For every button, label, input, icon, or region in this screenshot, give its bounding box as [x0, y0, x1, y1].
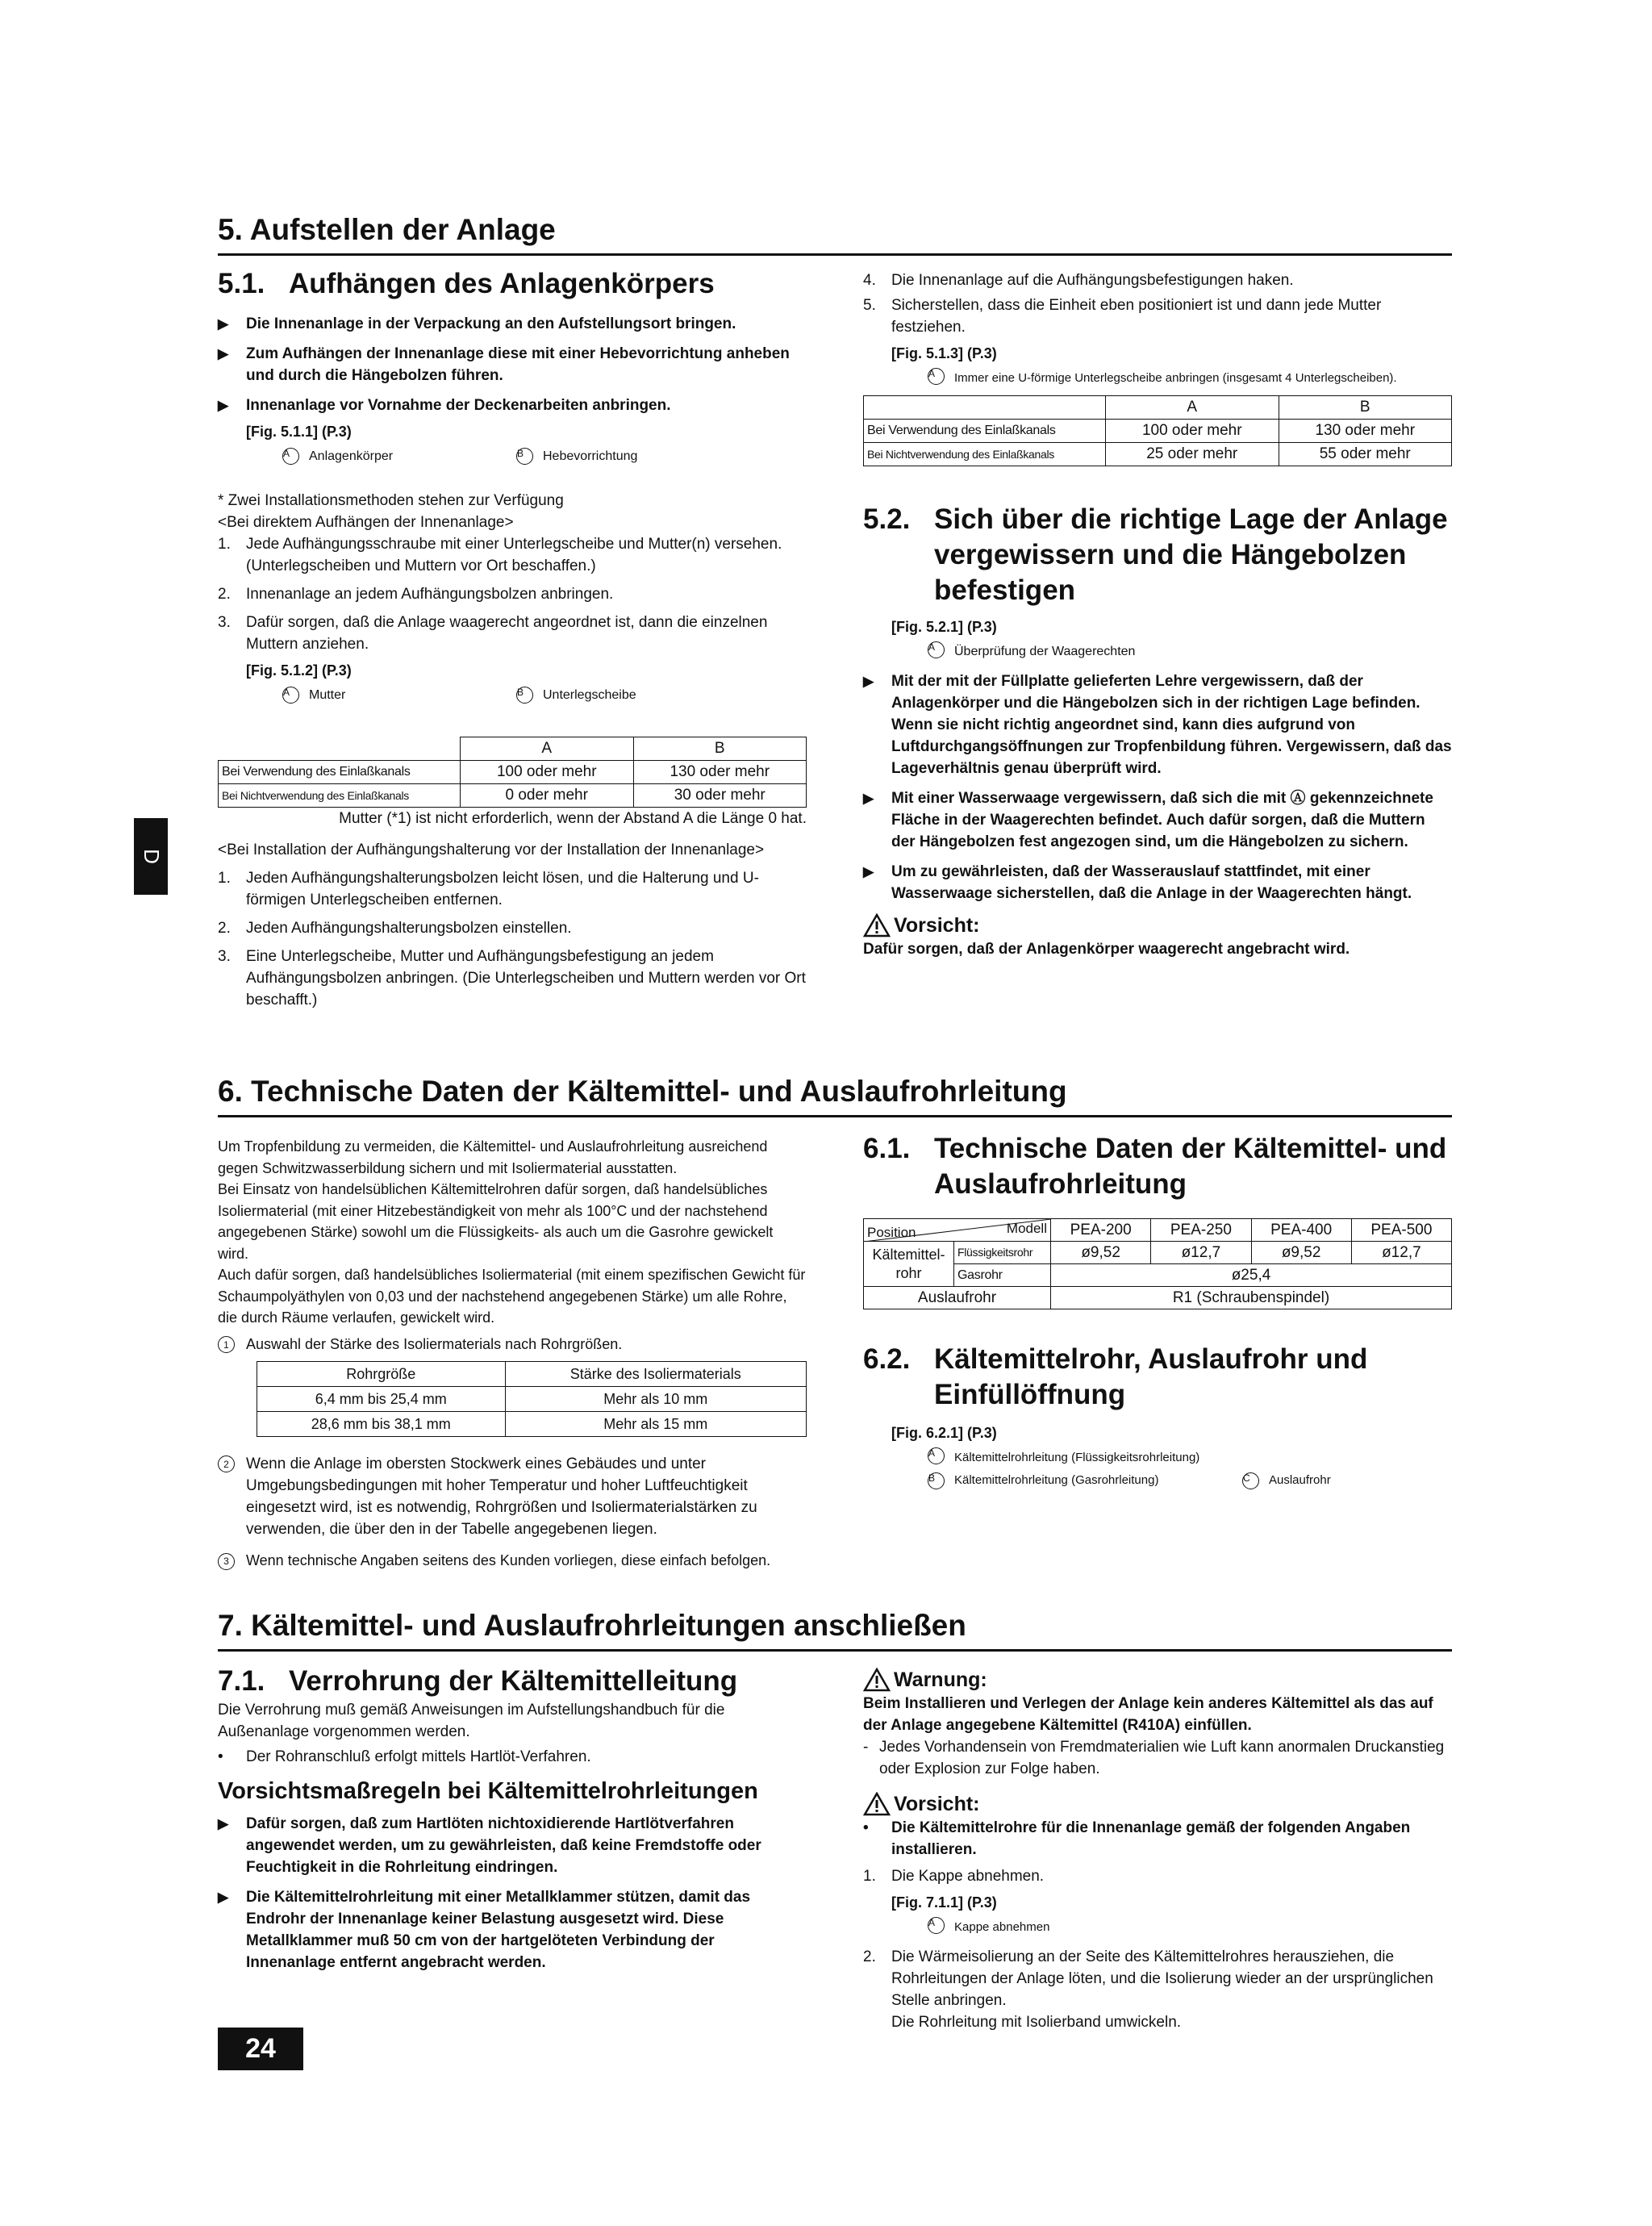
- note-text: * Zwei Installationsmethoden stehen zur Verfügung: [218, 492, 564, 509]
- section-5-2-heading: 5.2. Sich über die richtige Lage der Anlage vergewissern und die Hängebolzen befestigen: [863, 503, 1448, 606]
- figure-ref: [Fig. 7.1.1] (P.3): [891, 1894, 997, 1911]
- step-text: Die Rohrleitung mit Isolierband umwickeln.: [891, 2014, 1182, 2031]
- arrow-icon: ▶: [218, 1816, 229, 1831]
- intro-text: Bei Einsatz von handelsüblichen Kältemittelrohren dafür sorgen, daß handelsübliches Isoliermaterial (mit einer Hitzebeständigkeit von mehr als 100°C und der nachstehend angegebenen Stärke) sowohl um die Flüssigkeits- als auch um die Gasrohre gewickelt wird.: [218, 1181, 774, 1262]
- right-column-7: Warnung: Beim Installieren und Verlegen der Anlage kein anderes Kältemittel als das auf der Anlage angegebene Kältemittel (R410A) einfüllen. - Jedes Vorhandensein von Fremdmaterialien wie Luft kann anormalen Druckanstieg oder Explosion zur Folge haben. Vorsicht: • Die Kältemittelrohre für die Innenanlage gemäß der folgenden Angaben installieren. 1. Die Kappe abnehmen. [Fig. 7.1.1] (P.3) A Kappe abnehmen 2. Die Wärmeisolierung an der Seite des Kältemittelrohres herausziehen, die Rohrleitungen der Anlage löten, und die Isolierung wieder an der ursprünglichen Stelle anbringen. Die Rohrleitung mit Isolierband umwickeln.: [863, 1667, 1452, 2033]
- arrow-icon: ▶: [218, 316, 229, 332]
- figure-ref: [Fig. 5.1.1] (P.3): [246, 424, 352, 440]
- section-6-1-heading: 6.1. Technische Daten der Kältemittel- und Auslaufrohrleitung: [863, 1133, 1447, 1200]
- body-text: Die Verrohrung muß gemäß Anweisungen im Aufstellungshandbuch für die Außenanlage vorgenommen werden.: [218, 1702, 725, 1740]
- insulation-table: Rohrgröße Stärke des Isoliermaterials 6,4 mm bis 25,4 mm Mehr als 10 mm 28,6 mm bis 38,1 mm Mehr als 15 mm: [257, 1361, 807, 1437]
- left-column-5: 5.1. Aufhängen des Anlagenkörpers ▶ Die Innenanlage in der Verpackung an den Aufstellungsort bringen. ▶ Zum Aufhängen der Innenanlage diese mit einer Hebevorrichtung anheben und durch die Hängebolzen führen. ▶ Innenanlage vor Vornahme der Deckenarbeiten anbringen. [Fig. 5.1.1] (P.3) A Anlagenkörper B Hebevorrichtung * Zwei Installationsmethoden stehen zur Verfügung <Bei direktem Aufhängen der Innenanlage> 1. Jede Aufhängungsschraube mit einer Unterlegscheibe und Mutter(n) versehen. (Unterlegscheiben und Muttern vor Ort beschaffen.) 2. Innenanlage an jedem Aufhängungsbolzen anbringen. 3. Dafür sorgen, daß die Anlage waagerecht angeordnet ist, dann die einzelnen Muttern anziehen. [Fig. 5.1.2] (P.3) A Mutter B Unterlegscheibe A B Bei Verwendung des Einlaßkanals 100 oder mehr 130 oder mehr Bei Nichtverwendung des Einlaßkanals 0 oder mehr 30 oder mehr Mutter (*1) ist nicht erforderlich, wenn der Abstand A die Länge 0 hat. <Bei Installation der Aufhängungshalterung vor der Installation der Innenanlage> 1. Jeden Aufhängungshalterungsbolzen leicht lösen, und die Halterung und U-förmigen Unterlegscheiben entfernen. 2. Jeden Aufhängungshalterungsbolzen einstellen. 3. Eine Unterlegscheibe, Mutter und Aufhängungsbefestigung an jedem Aufhängungsbolzen anbringen. (Die Unterlegscheiben und Muttern werden vor Ort beschafft.): [218, 266, 807, 1017]
- step-text: Die Kappe abnehmen.: [891, 1868, 1045, 1885]
- numbered-note: Auswahl der Stärke des Isoliermaterials nach Rohrgrößen.: [246, 1335, 623, 1352]
- step-text: Die Innenanlage auf die Aufhängungsbefestigungen haken.: [891, 272, 1294, 289]
- bullet-text: Die Innenanlage in der Verpackung an den Aufstellungsort bringen.: [246, 315, 736, 332]
- warning-triangle-icon: [863, 1792, 891, 1816]
- figure-legend: A Anlagenkörper B Hebevorrichtung: [218, 446, 807, 467]
- left-column-7: 7.1. Verrohrung der Kältemittelleitung Die Verrohrung muß gemäß Anweisungen im Aufstellungshandbuch für die Außenanlage vorgenommen werden. • Der Rohranschluß erfolgt mittels Hartlöt-Verfahren. Vorsichtsmaßregeln bei Kältemittelrohrleitungen ▶ Dafür sorgen, daß zum Hartlöten nichtoxidierende Hartlötverfahren angewendet werden, um zu gewährleisten, daß keine Fremdstoffe oder Feuchtigkeit in die Rohrleitung eindringen. ▶ Die Kältemittelrohrleitung mit einer Metallklammer stützen, damit das Endrohr der Innenanlage keiner Belastung ausgesetzt wird. Diese Metallklammer muß 50 cm von der hartgelöteten Verbindung der Innenanlage entfernt angebracht werden.: [218, 1664, 807, 1982]
- bullet-text: Mit einer Wasserwaage vergewissern, daß sich die mit Ⓐ gekennzeichnete Fläche in der Waagerechten befindet. Auch dafür sorgen, daß die Muttern der Hängebolzen fest angezogen sind, um die Hängebolzen zu sichern.: [891, 790, 1433, 850]
- right-column-6: [863, 1131, 1452, 1491]
- caution-text: Die Kältemittelrohre für die Innenanlage gemäß der folgenden Angaben installieren.: [891, 1819, 1411, 1858]
- intro-text: Auch dafür sorgen, daß handelsübliches Isoliermaterial (mit einem spezifischen Gewicht für Schaumpolyäthylen von 0,03 und der nachstehend angegebenen Stärke) um alle Rohre, die durch Räume verlaufen, gewickelt wird.: [218, 1267, 806, 1326]
- step-text: Innenanlage an jedem Aufhängungsbolzen anbringen.: [246, 586, 614, 603]
- bullet-text: Die Kältemittelrohrleitung mit einer Metallklammer stützen, damit das Endrohr der Innenanlage keiner Belastung ausgesetzt wird. Diese Metallklammer muß 50 cm von der hartgelöteten Verbindung der Innenanlage entfernt angebracht werden.: [246, 1889, 751, 1971]
- numbered-note: Wenn die Anlage im obersten Stockwerk eines Gebäudes und unter Umgebungsbedingungen mit hoher Temperatur und hoher Luftfeuchtigkeit eingesetzt wird, ist es notwendig, Rohrgrößen und Isoliermaterialstärken zu verwenden, die über den in der Tabelle angegebenen liegen.: [246, 1455, 757, 1538]
- figure-ref: [Fig. 5.2.1] (P.3): [891, 619, 997, 635]
- step-text: Eine Unterlegscheibe, Mutter und Aufhängungsbefestigung an jedem Aufhängungsbolzen anbringen. (Die Unterlegscheiben und Muttern werden vor Ort beschafft.): [246, 948, 806, 1009]
- arrow-icon: ▶: [863, 674, 874, 689]
- numbered-note: Wenn technische Angaben seitens des Kunden vorliegen, diese einfach befolgen.: [246, 1552, 771, 1568]
- figure-legend: B Kältemittelrohrleitung (Gasrohrleitung) C Auslaufrohr: [863, 1470, 1452, 1491]
- step-text: Die Wärmeisolierung an der Seite des Kältemittelrohres herausziehen, die Rohrleitungen der Anlage löten, und die Isolierung wieder an der ursprünglichen Stelle anbringen.: [891, 1948, 1433, 2009]
- page-number: 24: [218, 2028, 303, 2070]
- step-text: Jede Aufhängungsschraube mit einer Unterlegscheibe und Mutter(n) versehen. (Unterlegscheiben und Muttern vor Ort beschaffen.): [246, 536, 782, 574]
- warning-text: Beim Installieren und Verlegen der Anlage kein anderes Kältemittel als das auf der Anlage angegebene Kältemittel (R410A) einfüllen.: [863, 1695, 1433, 1734]
- step-text: Jeden Aufhängungshalterungsbolzen leicht lösen, und die Halterung und U-förmigen Unterlegscheiben entfernen.: [246, 870, 759, 908]
- warning-subtext: Jedes Vorhandensein von Fremdmaterialien wie Luft kann anormalen Druckanstieg oder Explosion zur Folge haben.: [879, 1739, 1445, 1777]
- step-text: Jeden Aufhängungshalterungsbolzen einstellen.: [246, 920, 572, 937]
- section-6-title: 6. Technische Daten der Kältemittel- und Auslaufrohrleitung: [218, 1073, 1452, 1117]
- section-5-title: 5. Aufstellen der Anlage: [218, 211, 1452, 256]
- bullet-text: Zum Aufhängen der Innenanlage diese mit einer Hebevorrichtung anheben und durch die Hängebolzen führen.: [246, 345, 790, 384]
- bullet-text: Innenanlage vor Vornahme der Deckenarbeiten anbringen.: [246, 397, 671, 414]
- figure-ref: [Fig. 5.1.2] (P.3): [246, 662, 352, 679]
- pipe-spec-table: Modell Position PEA-200 PEA-250 PEA-400 PEA-500 Kältemittel-rohr Flüssigkeitsrohr ø9,52 ø12,7 ø9,52 ø12,7 Gasrohr ø25,4 Auslaufrohr R1 (Schraubenspindel): [863, 1218, 1452, 1309]
- section-6-2-heading: 6.2. Kältemittelrohr, Auslaufrohr und Einfüllöffnung: [863, 1343, 1368, 1410]
- bullet-text: Mit der mit der Füllplatte gelieferten Lehre vergewissern, daß der Anlagenkörper und die Hängebolzen sich in der richtigen Lage befinden. Wenn sie nicht richtig angeordnet sind, kann dies aufgrund von Luftdurchgangsöffnungen zur Tropfenbildung führen. Vergewissern, daß das Lageverhältnis genau überprüft wird.: [891, 673, 1452, 777]
- distance-table-1: A B Bei Verwendung des Einlaßkanals 100 oder mehr 130 oder mehr Bei Nichtverwendung des Einlaßkanals 0 oder mehr 30 oder mehr: [218, 737, 807, 808]
- language-tab: D: [134, 818, 168, 895]
- section-7-1-heading: 7.1. Verrohrung der Kältemittelleitung: [218, 1665, 738, 1697]
- figure-legend: A Kältemittelrohrleitung (Flüssigkeitsrohrleitung): [928, 1447, 1200, 1464]
- warning-heading: Warnung:: [863, 1667, 1452, 1693]
- figure-legend: A Mutter B Unterlegscheibe: [218, 685, 807, 706]
- distance-table-2: A B Bei Verwendung des Einlaßkanals 100 oder mehr 130 oder mehr Bei Nichtverwendung des Einlaßkanals 25 oder mehr 55 oder mehr: [863, 395, 1452, 466]
- figure-legend: A Immer eine U-förmige Unterlegscheibe anbringen (insgesamt 4 Unterlegscheiben).: [928, 368, 1397, 385]
- step-text: Sicherstellen, dass die Einheit eben positioniert ist und dann jede Mutter festziehen.: [891, 297, 1382, 336]
- subheading-text: <Bei Installation der Aufhängungshalterung vor der Installation der Innenanlage>: [218, 842, 765, 858]
- bullet-text: Um zu gewährleisten, daß der Wasserauslauf stattfindet, mit einer Wasserwaage sicherstellen, daß die Anlage in der Waagerechten hängt.: [891, 863, 1412, 902]
- figure-legend: A Kappe abnehmen: [928, 1917, 1050, 1934]
- right-column-5: 4. Die Innenanlage auf die Aufhängungsbefestigungen haken. 5. Sicherstellen, dass die Einheit eben positioniert ist und dann jede Mutter festziehen. [Fig. 5.1.3] (P.3) A Immer eine U-förmige Unterlegscheibe anbringen (insgesamt 4 Unterlegscheiben). A B Bei Verwendung des Einlaßkanals 100 oder mehr 130 oder mehr Bei Nichtverwendung des Einlaßkanals 25 oder mehr 55 oder mehr 5.2. Sich über die richtige Lage der Anlage vergewissern und die Hängebolzen befestigen [Fig. 5.2.1] (P.3) A Überprüfung der Waagerechten ▶ Mit der mit der Füllplatte gelieferten Lehre vergewissern, daß der Anlagenkörper und die Hängebolzen sich in der richtigen Lage befinden. Wenn sie nicht richtig angeordnet sind, kann dies aufgrund von Luftdurchgangsöffnungen zur Tropfenbildung führen. Vergewissern, daß das Lageverhältnis genau überprüft wird. ▶ Mit einer Wasserwaage vergewissern, daß sich die mit Ⓐ gekennzeichnete Fläche in der Waagerechten befindet. Auch dafür sorgen, daß die Muttern der Hängebolzen fest angezogen sind, um die Hängebolzen zu sichern. ▶ Um zu gewährleisten, daß der Wasserauslauf stattfindet, mit einer Wasserwaage sicherstellen, daß die Anlage in der Waagerechten hängt. Vorsicht: Dafür sorgen, daß der Anlagenkörper waagerecht angebracht wird.: [863, 269, 1452, 960]
- note-text: Mutter (*1) ist nicht erforderlich, wenn der Abstand A die Länge 0 hat.: [339, 810, 807, 827]
- warning-triangle-icon: [863, 1668, 891, 1692]
- bullet-text: Dafür sorgen, daß zum Hartlöten nichtoxidierende Hartlötverfahren angewendet werden, um zu gewährleisten, daß keine Fremdstoffe oder Feuchtigkeit in die Rohrleitung eindringen.: [246, 1815, 761, 1876]
- arrow-icon: ▶: [218, 346, 229, 361]
- section-5-1-heading: 5.1. Aufhängen des Anlagenkörpers: [218, 268, 715, 299]
- left-column-6: Um Tropfenbildung zu vermeiden, die Kältemittel- und Auslaufrohrleitung ausreichend gegen Schwitzwasserbildung sichern und mit Isoliermaterial ausstatten. Bei Einsatz von handelsüblichen Kältemittelrohren dafür sorgen, daß handelsübliches Isoliermaterial (mit einer Hitzebeständigkeit von mehr als 100°C und der nachstehend angegebenen Stärke) sowohl um die Flüssigkeits- als auch um die Gasrohre gewickelt wird. Auch dafür sorgen, daß handelsübliches Isoliermaterial (mit einem spezifischen Gewicht für Schaumpolyäthylen von 0,03 und der nachstehend angegebenen Stärke) um alle Rohre, die durch Räume verlaufen, gewickelt wird. 1 Auswahl der Stärke des Isoliermaterials nach Rohrgrößen. Rohrgröße Stärke des Isoliermaterials 6,4 mm bis 25,4 mm Mehr als 10 mm 28,6 mm bis 38,1 mm Mehr als 15 mm 2 Wenn die Anlage im obersten Stockwerk eines Gebäudes und unter Umgebungsbedingungen mit hoher Temperatur und hoher Luftfeuchtigkeit eingesetzt wird, ist es notwendig, Rohrgrößen und Isoliermaterialstärken zu verwenden, die über den in der Tabelle angegebenen liegen. 3 Wenn technische Angaben seitens des Kunden vorliegen, diese einfach befolgen.: [218, 1136, 807, 1578]
- arrow-icon: ▶: [218, 398, 229, 413]
- figure-legend: A Überprüfung der Waagerechten: [928, 641, 1136, 658]
- caution-heading: Vorsicht:: [863, 913, 1452, 938]
- intro-text: Um Tropfenbildung zu vermeiden, die Kältemittel- und Auslaufrohrleitung ausreichend gegen Schwitzwasserbildung sichern und mit Isoliermaterial ausstatten.: [218, 1138, 768, 1176]
- step-text: Dafür sorgen, daß die Anlage waagerecht angeordnet ist, dann die einzelnen Muttern anziehen.: [246, 614, 768, 653]
- arrow-icon: ▶: [218, 1890, 229, 1905]
- subsection-heading: Vorsichtsmaßregeln bei Kältemittelrohrleitungen: [218, 1778, 758, 1804]
- section-7-title: 7. Kältemittel- und Auslaufrohrleitungen anschließen: [218, 1607, 1452, 1652]
- caution-heading: Vorsicht:: [863, 1791, 1452, 1817]
- caution-text: Dafür sorgen, daß der Anlagenkörper waagerecht angebracht wird.: [863, 941, 1350, 958]
- warning-triangle-icon: [863, 913, 891, 938]
- figure-ref: [Fig. 6.2.1] (P.3): [891, 1425, 997, 1441]
- arrow-icon: ▶: [863, 791, 874, 806]
- arrow-icon: ▶: [863, 864, 874, 879]
- figure-ref: [Fig. 5.1.3] (P.3): [891, 345, 997, 361]
- bullet-text: Der Rohranschluß erfolgt mittels Hartlöt-Verfahren.: [246, 1748, 591, 1765]
- subheading-text: <Bei direktem Aufhängen der Innenanlage>: [218, 514, 514, 531]
